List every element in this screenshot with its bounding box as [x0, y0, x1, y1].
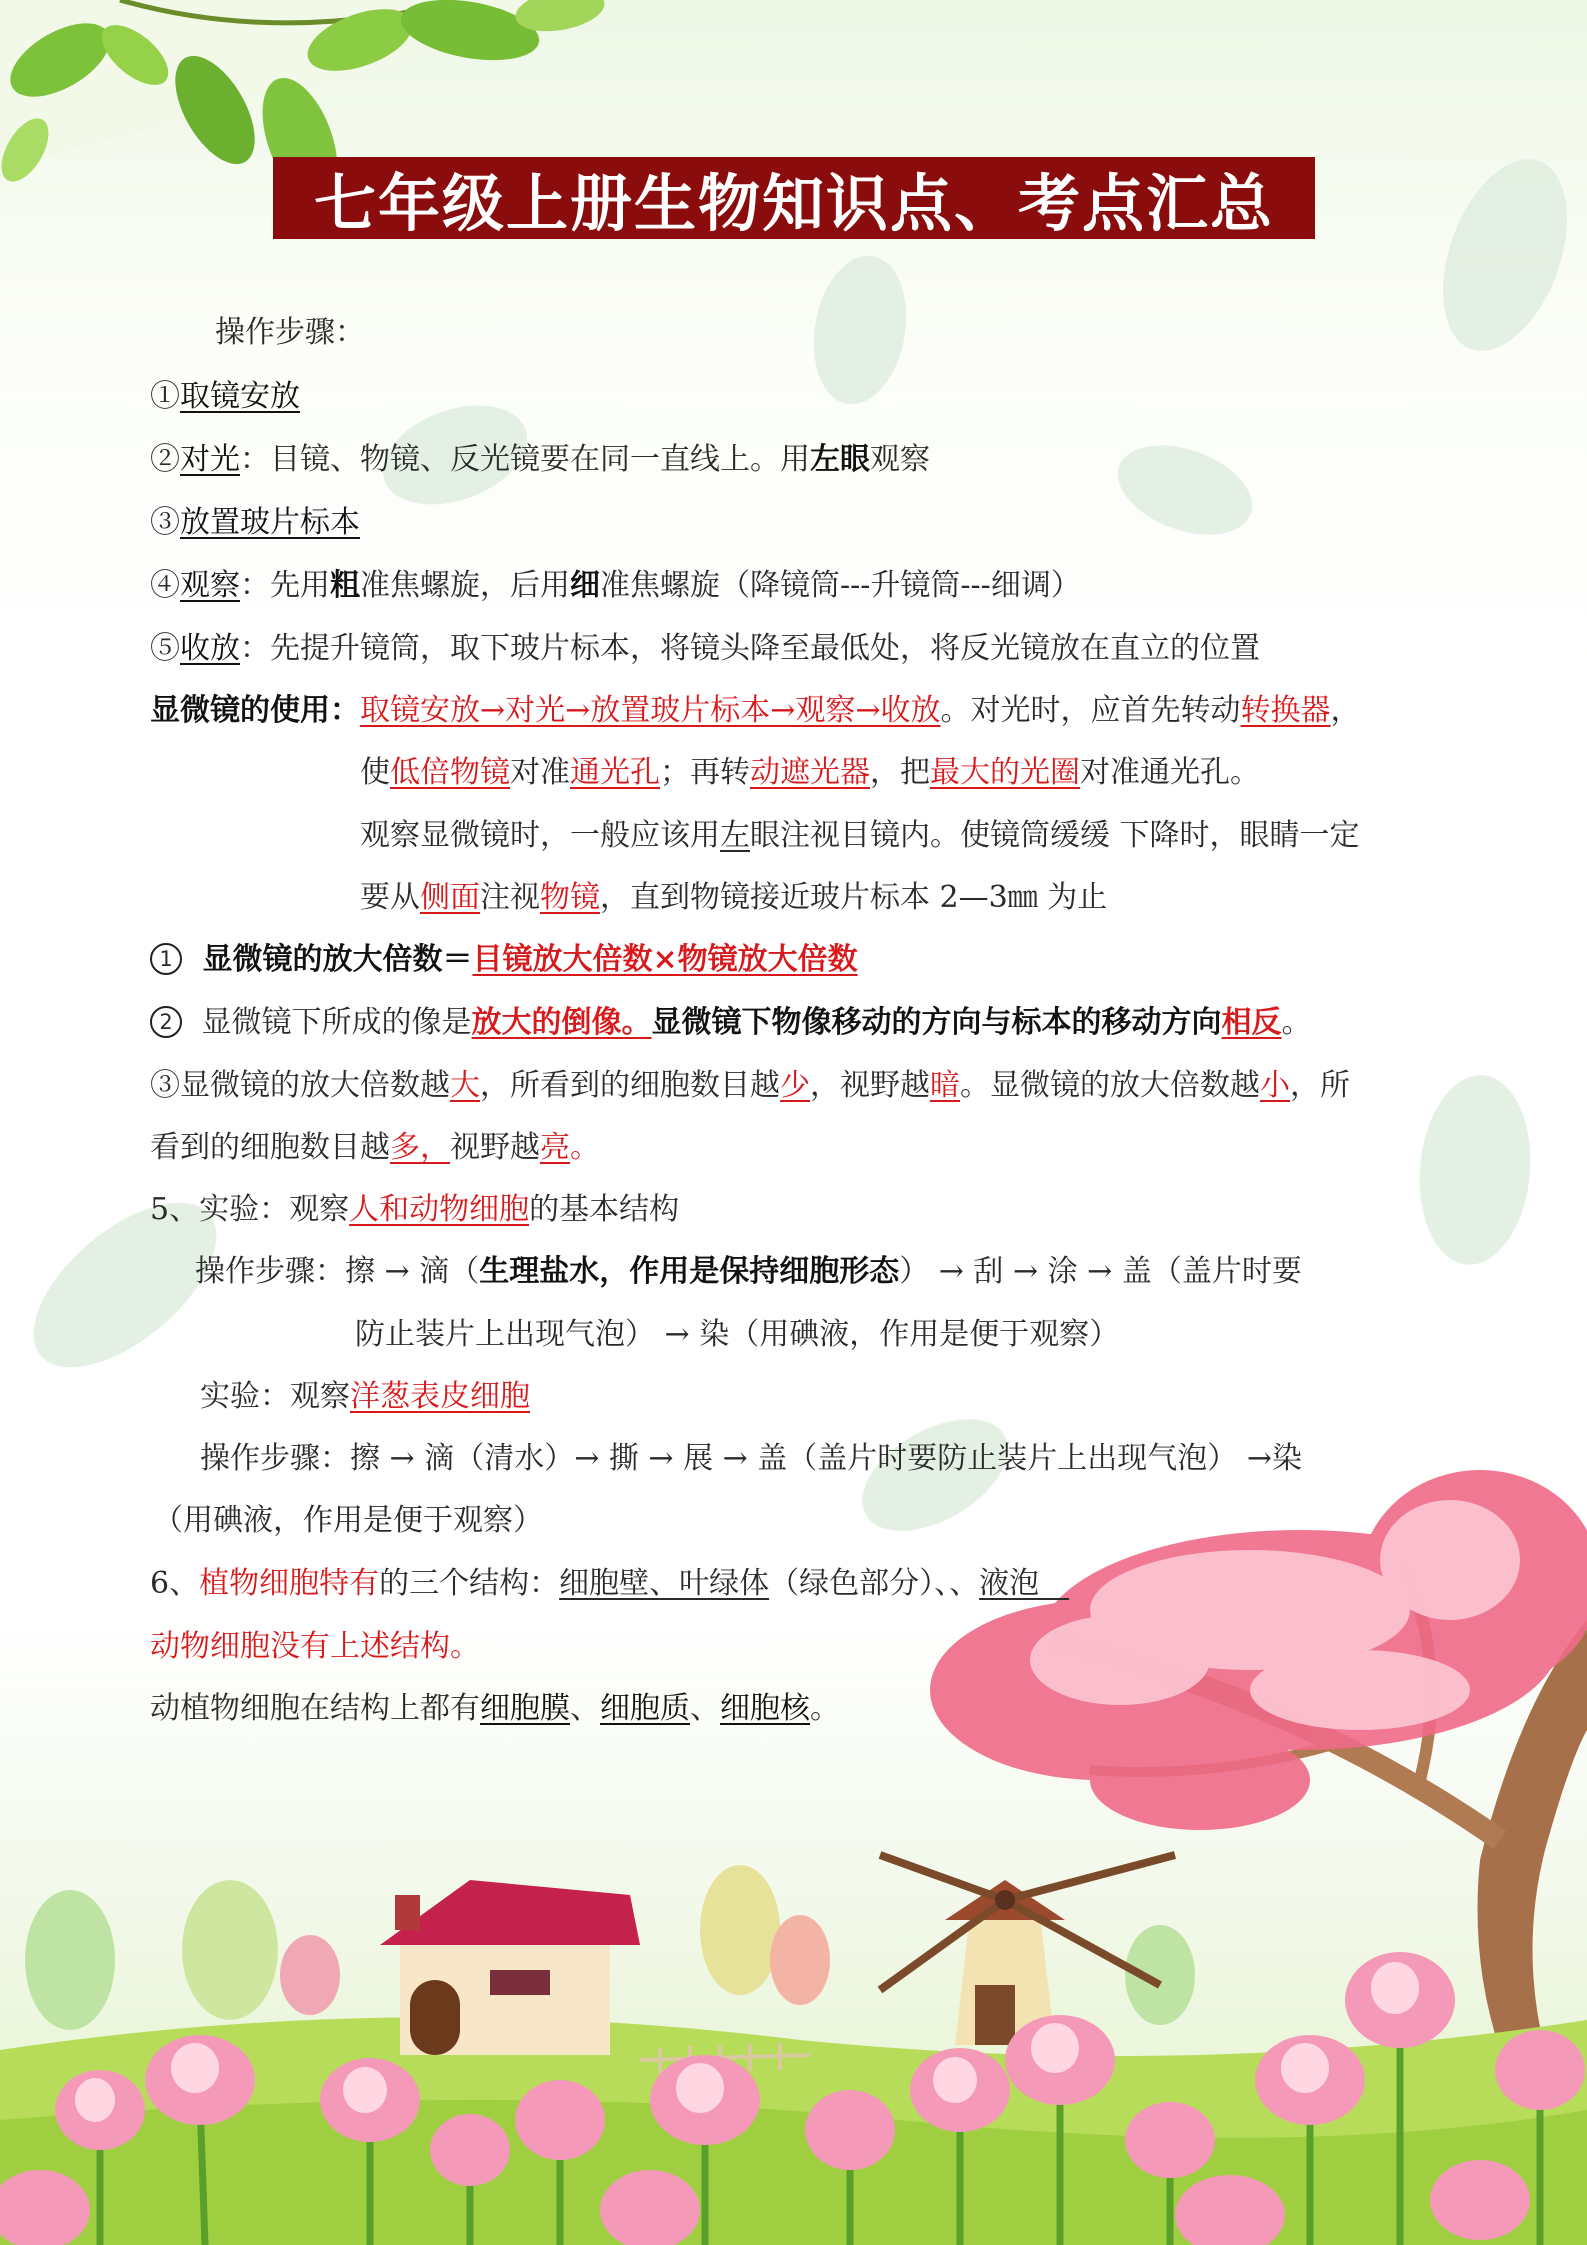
key-term: 少	[780, 1068, 810, 1103]
fact-text: 。显微镜的放大倍数越	[960, 1068, 1260, 1103]
step-bold: 粗	[330, 568, 360, 603]
fact-text: 。	[1281, 1005, 1312, 1040]
exp5-steps-2: 防止装片上出现气泡） → 染（用碘液，作用是便于观察）	[355, 1317, 1120, 1352]
usage-text: 。对光时，应首先转动	[940, 693, 1241, 728]
usage-text: ；再转	[660, 755, 750, 790]
key-term: 细胞质	[600, 1691, 690, 1726]
fact-text: 。	[570, 1130, 600, 1165]
step-text: 目镜、物镜、反光镜要在同一直线上。用	[270, 442, 810, 477]
key-term: 转换器	[1240, 693, 1331, 728]
usage-text: ，把	[870, 755, 930, 790]
usage-line-3	[360, 815, 1360, 857]
common-cell-structures	[150, 1688, 840, 1730]
usage-text: 对准	[510, 755, 570, 790]
step-5	[150, 628, 1260, 670]
step-text: 准焦螺旋（降镜筒---升镜筒---细调）	[600, 568, 1081, 603]
key-term: 放大的倒像。	[471, 1005, 652, 1040]
exp-text: 6、	[150, 1566, 200, 1601]
exp-text: （绿色部分）、	[769, 1566, 950, 1601]
step-bold: 左眼	[810, 442, 870, 477]
step-2	[150, 439, 930, 481]
exp-text: 的三个结构：	[379, 1566, 560, 1601]
step-text: 观察	[870, 442, 930, 477]
usage-line-1	[150, 690, 1361, 732]
step-title: 对光	[180, 442, 240, 477]
fact-3-line-2	[150, 1127, 600, 1169]
key-term: 多，	[390, 1130, 450, 1165]
fact-bold: 显微镜下物像移动的方向与标本的移动方向	[651, 1005, 1222, 1040]
step-number: ①	[150, 379, 180, 414]
usage-text: 对准通光孔。	[1080, 755, 1260, 790]
step-title: 取镜安放	[180, 379, 300, 414]
step-title: 收放	[180, 631, 240, 666]
step-3	[150, 502, 360, 544]
step-colon: ：	[240, 631, 270, 666]
fact-text: 看到的细胞数目越	[150, 1130, 390, 1165]
exp-text: 、	[690, 1691, 720, 1726]
usage-text: 要从	[360, 880, 420, 915]
key-term: 洋葱表皮细胞	[350, 1379, 530, 1414]
exp5-title	[150, 1189, 679, 1231]
key-term: 最大的光圈	[930, 755, 1080, 790]
usage-label: 显微镜的使用：	[150, 693, 360, 728]
step-text: 先用	[270, 568, 330, 603]
key-term: 大	[450, 1068, 480, 1103]
step-number: ②	[150, 442, 180, 477]
exp-text: 。	[810, 1691, 840, 1726]
fact-text: ③显微镜的放大倍数越	[150, 1068, 450, 1103]
fact-2	[150, 1002, 1312, 1044]
exp-text: 、	[570, 1691, 600, 1726]
key-term: 小	[1260, 1068, 1290, 1103]
steps-header: 操作步骤：	[215, 315, 365, 350]
fact-text: ，所	[1290, 1068, 1350, 1103]
fact-text: ，视野越	[810, 1068, 930, 1103]
key-term: 细胞膜	[480, 1691, 570, 1726]
circled-number: 1	[150, 943, 182, 975]
usage-text: 注视	[480, 880, 540, 915]
step-text: 先提升镜筒，取下玻片标本，将镜头降至最低处，将反光镜放在直立的位置	[270, 631, 1260, 666]
usage-text: 观察显微镜时，一般应该用	[360, 818, 720, 853]
fact-1	[150, 939, 858, 981]
exp-text: ） → 刮 → 涂 → 盖（盖片时要	[899, 1254, 1302, 1289]
usage-sequence: 取镜安放→对光→放置玻片标本→观察→收放	[360, 693, 941, 728]
key-term: 通光孔	[570, 755, 660, 790]
key-term: 相反	[1221, 1005, 1282, 1040]
key-term: 低倍物镜	[390, 755, 510, 790]
exp-text: 动植物细胞在结构上都有	[150, 1691, 480, 1726]
usage-text: 眼注视目镜内。使镜筒缓缓 下降时，眼睛一定	[750, 818, 1360, 853]
step-1	[150, 376, 300, 418]
key-term: 侧面	[420, 880, 480, 915]
exp5-steps-1	[195, 1251, 1302, 1293]
step-title: 观察	[180, 568, 240, 603]
step-colon: ：	[240, 442, 270, 477]
onion-exp-steps-1: 操作步骤：擦 → 滴（清水）→ 撕 → 展 → 盖（盖片时要防止装片上出现气泡） →染	[200, 1441, 1302, 1476]
usage-text: 使	[360, 755, 390, 790]
exp-text: 的基本结构	[529, 1192, 680, 1227]
key-term: 暗	[930, 1068, 960, 1103]
exp-bold: 生理盐水，作用是保持细胞形态	[479, 1254, 900, 1289]
key-term: 植物细胞特有	[199, 1566, 380, 1601]
usage-line-2	[360, 752, 1260, 794]
key-term: 亮	[540, 1130, 570, 1165]
animal-cell-note: 动物细胞没有上述结构。	[150, 1629, 480, 1664]
step-colon: ：	[240, 568, 270, 603]
step-bold: 细	[570, 568, 600, 603]
key-term: 动遮光器	[750, 755, 870, 790]
onion-exp-title	[200, 1376, 530, 1418]
exp-text: 5、实验：观察	[150, 1192, 350, 1227]
key-term: 细胞壁、叶绿体	[559, 1566, 770, 1601]
usage-text: ，直到物镜接近玻片标本 2—3㎜ 为止	[600, 880, 1108, 915]
onion-exp-steps-2: （用碘液，作用是便于观察）	[153, 1503, 543, 1538]
fact-text: 显微镜的放大倍数＝	[192, 942, 473, 977]
fact-3-line-1	[150, 1065, 1350, 1107]
fact-text: ，所看到的细胞数目越	[480, 1068, 780, 1103]
key-term: 物镜	[540, 880, 600, 915]
step-number: ④	[150, 568, 180, 603]
key-term: 液泡	[979, 1566, 1070, 1601]
step-number: ③	[150, 505, 180, 540]
circled-number: 2	[150, 1006, 182, 1038]
key-term: 目镜放大倍数×物镜放大倍数	[472, 942, 858, 977]
key-term: 细胞核	[720, 1691, 810, 1726]
step-text: 准焦螺旋，后用	[360, 568, 570, 603]
fact-text: 视野越	[450, 1130, 540, 1165]
usage-line-4	[360, 877, 1107, 919]
step-4	[150, 565, 1081, 607]
exp-text: 、	[949, 1566, 980, 1601]
plant-cell-structures	[150, 1563, 1069, 1605]
page-title: 七年级上册生物知识点、考点汇总	[313, 166, 1274, 240]
usage-text: ，	[1330, 693, 1361, 728]
fact-text: 显微镜下所成的像是	[192, 1005, 472, 1040]
key-term: 左	[720, 818, 750, 853]
step-number: ⑤	[150, 631, 180, 666]
exp-text: 操作步骤：擦 → 滴（	[195, 1254, 480, 1289]
key-term: 人和动物细胞	[349, 1192, 530, 1227]
exp-text: 实验：观察	[200, 1379, 350, 1414]
step-title: 放置玻片标本	[180, 505, 360, 540]
